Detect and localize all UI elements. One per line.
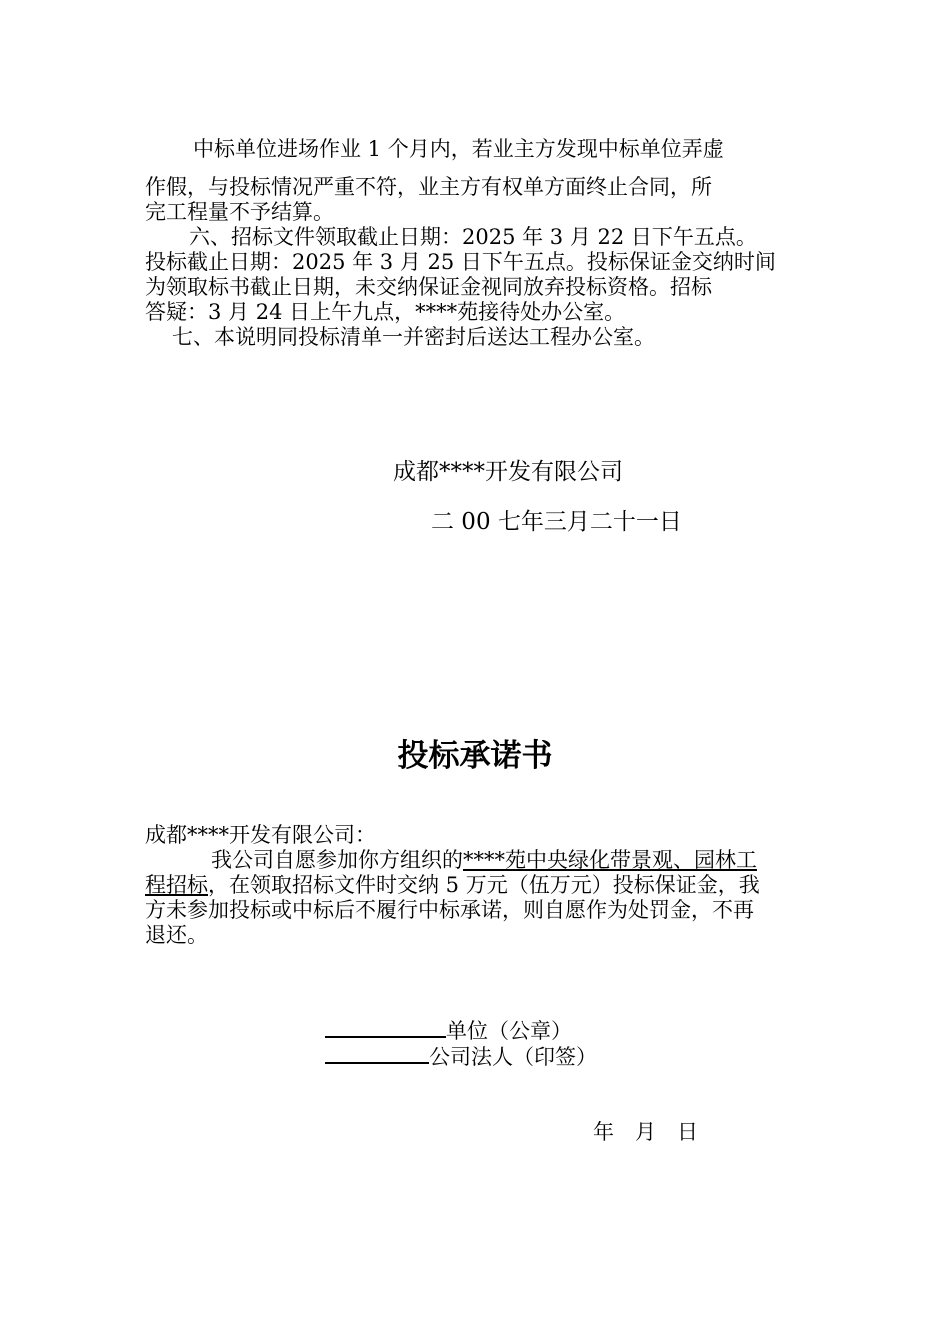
body-text: 我公司自愿参加你方组织的 xyxy=(211,848,463,872)
unit-blank xyxy=(325,1020,446,1038)
commitment-title: 投标承诺书 xyxy=(397,738,553,774)
signature-company: 成都****开发有限公司 xyxy=(393,459,623,485)
project-name-underlined: ****苑中央绿化带景观、园林工 xyxy=(463,848,757,872)
commitment-body-line2 xyxy=(145,872,760,898)
notice-p1-line2: 作假，与投标情况严重不符，业主方有权单方面终止合同，所 xyxy=(145,175,712,199)
notice-p6-line2: 投标截止日期：2025 年 3 月 25 日下午五点。投标保证金交纳时间 xyxy=(145,250,776,274)
commitment-body-line1 xyxy=(211,847,757,873)
unit-label: 单位（公章） xyxy=(446,1019,572,1043)
commitment-salutation: 成都****开发有限公司： xyxy=(145,823,376,847)
legal-rep-line xyxy=(325,1044,597,1070)
commitment-date: 年 月 日 xyxy=(593,1120,698,1144)
notice-p6-line3: 为领取标书截止日期，未交纳保证金视同放弃投标资格。招标 xyxy=(145,275,712,299)
notice-p7: 七、本说明同投标清单一并密封后送达工程办公室。 xyxy=(172,325,655,349)
project-name-underlined-cont: 程招标 xyxy=(145,873,208,897)
signature-date: 二 00 七年三月二十一日 xyxy=(431,509,682,535)
legal-label: 公司法人（印签） xyxy=(429,1045,597,1069)
commitment-body-line3: 方未参加投标或中标后不履行中标承诺，则自愿作为处罚金，不再 xyxy=(145,898,754,922)
notice-p6-line1: 六、招标文件领取截止日期：2025 年 3 月 22 日下午五点。 xyxy=(189,225,757,249)
notice-p6-line4: 答疑：3 月 24 日上午九点，****苑接待处办公室。 xyxy=(145,300,626,324)
body-text: ，在领取招标文件时交纳 5 万元（伍万元）投标保证金，我 xyxy=(208,873,760,897)
commitment-body-line4: 退还。 xyxy=(145,923,208,947)
unit-seal-line xyxy=(325,1018,572,1044)
legal-blank xyxy=(325,1046,429,1064)
notice-p1-line1: 中标单位进场作业 1 个月内，若业主方发现中标单位弄虚 xyxy=(193,137,724,161)
notice-p1-line3: 完工程量不予结算。 xyxy=(145,200,334,224)
